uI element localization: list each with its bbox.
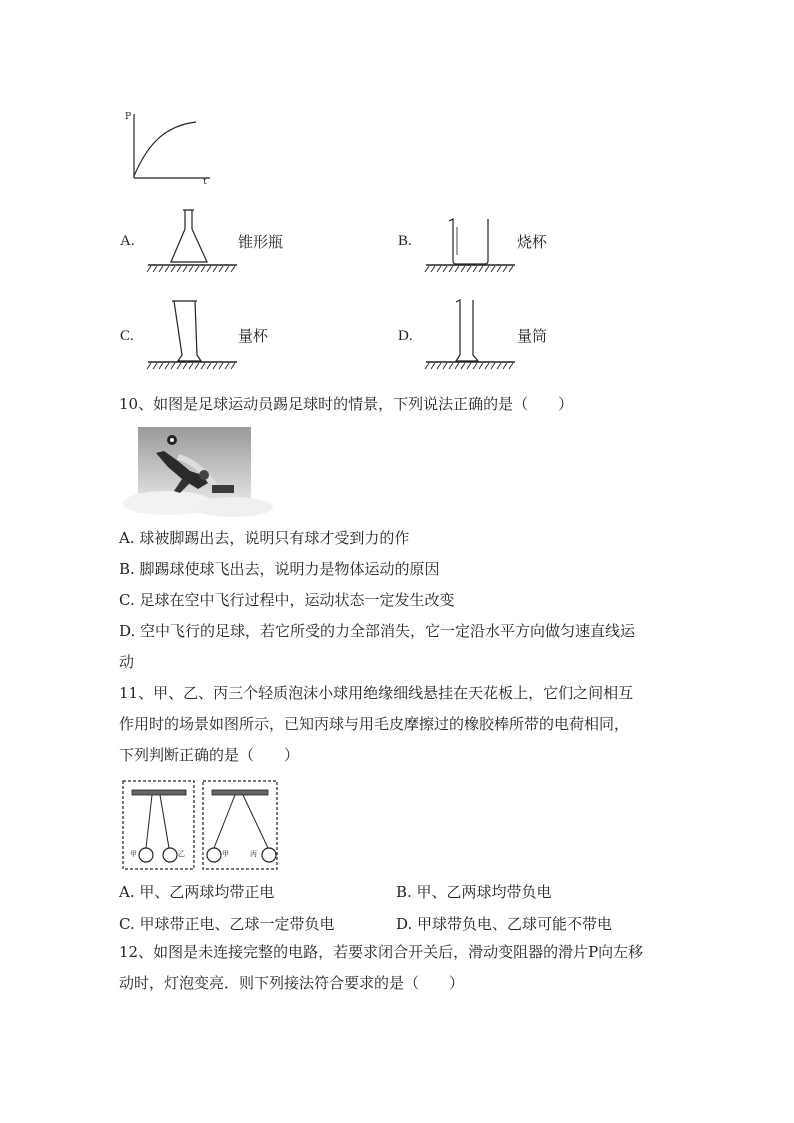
q11-stem-line-3: 下列判断正确的是（ ） — [119, 746, 300, 764]
p-t-graph — [120, 108, 220, 188]
q11-option-d: D. 甲球带负电、乙球可能不带电 — [396, 915, 613, 933]
ball-label-jia-right: 甲 — [222, 850, 229, 858]
q11-stem-line-2: 作用时的场景如图所示，已知丙球与用毛皮摩擦过的橡胶棒所带的电荷相同， — [119, 715, 630, 733]
option-a-letter: A. — [120, 233, 135, 249]
charged-balls-figure-right — [202, 780, 278, 871]
q11-option-b: B. 甲、乙两球均带负电 — [396, 883, 552, 901]
q11-stem — [119, 678, 679, 771]
measuring-cup-figure — [145, 297, 240, 377]
option-a-name: 锥形瓶 — [238, 233, 284, 251]
q12-stem-line-2: 动时，灯泡变亮．则下列接法符合要求的是（ ） — [119, 974, 465, 992]
q10-option-b: B. 脚踢球使球飞出去，说明力是物体运动的原因 — [119, 560, 440, 578]
q10-option-d-cont: 动 — [119, 653, 135, 671]
option-d-letter: D. — [398, 328, 413, 344]
soccer-kick-photo — [138, 427, 251, 513]
option-c-name: 量杯 — [238, 327, 269, 345]
q10-option-c: C. 足球在空中飞行过程中，运动状态一定发生改变 — [119, 591, 455, 609]
q10-options — [119, 523, 679, 678]
q10-stem: 10、如图是足球运动员踢足球时的情景，下列说法正确的是（ ） — [119, 395, 574, 413]
q11-stem-line-1: 11、甲、乙、丙三个轻质泡沫小球用绝缘细线悬挂在天花板上，它们之间相互 — [119, 684, 634, 702]
q12-stem-line-1: 12、如图是未连接完整的电路，若要求闭合开关后，滑动变阻器的滑片P向左移 — [119, 943, 644, 961]
ball-label-bing: 丙 — [250, 850, 257, 858]
graph-x-label: t — [203, 177, 207, 187]
ball-label-jia-left: 甲 — [130, 850, 137, 858]
q12-stem — [119, 937, 679, 999]
option-b-letter: B. — [398, 233, 412, 249]
option-d-name: 量筒 — [517, 327, 548, 345]
q11-option-c: C. 甲球带正电、乙球一定带负电 — [119, 915, 335, 933]
option-b-name: 烧杯 — [517, 233, 548, 251]
q10-option-a: A. 球被脚踢出去，说明只有球才受到力的作 — [119, 529, 410, 547]
graph-y-label: P — [125, 112, 132, 122]
beaker-figure — [423, 215, 518, 270]
q10-option-d: D. 空中飞行的足球，若它所受的力全部消失，它一定沿水平方向做匀速直线运 — [119, 622, 636, 640]
conical-flask-figure — [145, 205, 240, 270]
ball-label-yi: 乙 — [178, 850, 185, 858]
graduated-cylinder-figure — [423, 297, 518, 377]
q11-option-a: A. 甲、乙两球均带正电 — [119, 883, 275, 901]
option-c-letter: C. — [120, 328, 134, 344]
